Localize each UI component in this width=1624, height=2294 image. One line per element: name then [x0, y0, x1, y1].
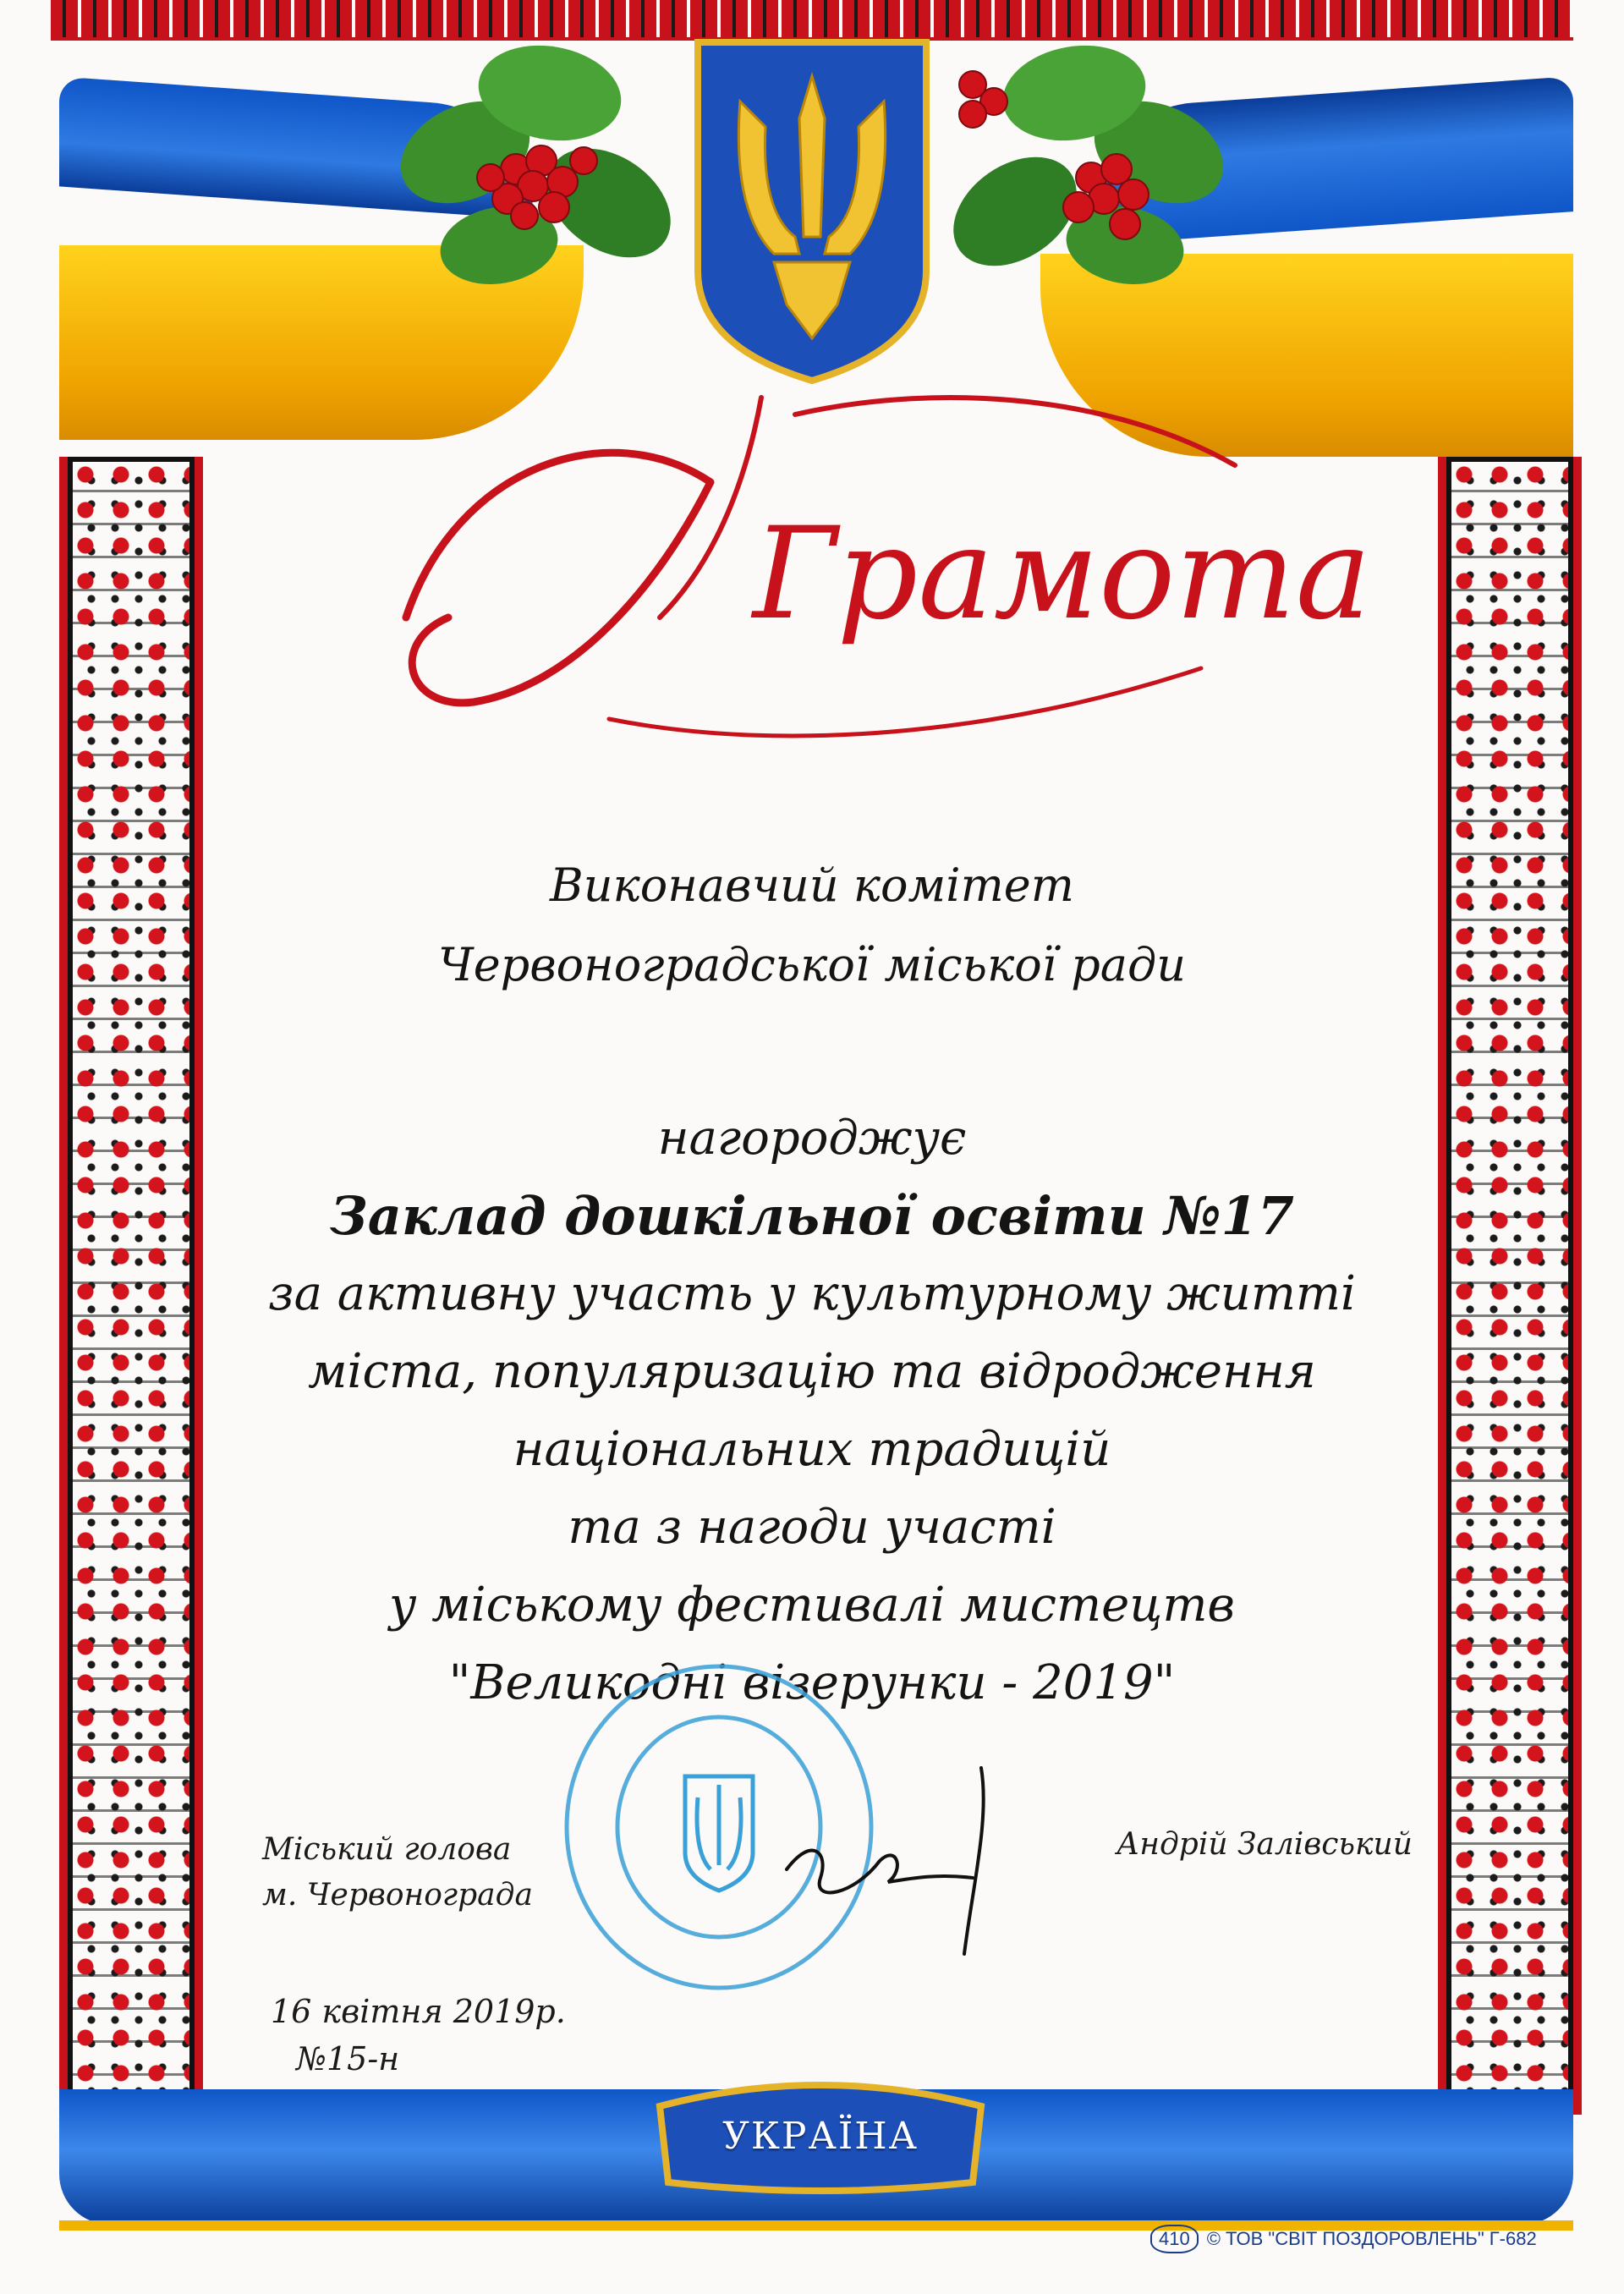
document-number: №15-н [296, 2040, 400, 2077]
reason-line-1: за активну участь у культурному житті [268, 1266, 1356, 1321]
publisher-badge: 410 [1150, 2225, 1199, 2253]
issuer-line-2: Червоноградської міської ради [437, 938, 1187, 991]
embroidery-right-border [1438, 457, 1582, 2115]
document-date: 16 квітня 2019р. [271, 1993, 566, 2030]
reason-line-3: національних традицій [513, 1422, 1111, 1477]
signature [778, 1734, 998, 1971]
award-text-block [254, 1100, 1370, 1722]
ukraine-banner [643, 2072, 998, 2199]
certificate-title [355, 364, 1372, 761]
reason-line-4: та з нагоди участі [568, 1500, 1056, 1555]
publisher-text: © ТОВ "СВІТ ПОЗДОРОВЛЕНЬ" Г-682 [1206, 2228, 1537, 2249]
viburnum-left-decoration [398, 34, 702, 313]
reason-line-2: міста, популяризацію та відродження [308, 1344, 1316, 1399]
publisher-imprint [1150, 2225, 1537, 2253]
recipient-name: Заклад дошкільної освіти №17 [330, 1185, 1294, 1247]
issuer-block [254, 846, 1370, 1005]
ukraine-banner-text: УКРАЇНА [722, 2114, 919, 2158]
document-date-block [271, 1988, 566, 2083]
issuer-line-1: Виконавчий комітет [550, 859, 1074, 912]
signatory-position-line-2: м. Червонограда [262, 1878, 533, 1913]
viburnum-right-decoration [922, 34, 1226, 313]
reason-line-5: у міському фестивалі мистецтв [388, 1578, 1236, 1633]
certificate-title-text: Грамота [753, 501, 1372, 648]
reason-line-6: "Великодні візерунки - 2019" [448, 1655, 1176, 1710]
awards-verb: нагороджує [657, 1111, 967, 1166]
signatory-position-line-1: Міський голова [262, 1832, 512, 1867]
embroidery-left-border [59, 457, 203, 2115]
trident-coat-of-arms-icon [681, 25, 943, 389]
signatory-name: Андрій Залівський [1116, 1827, 1413, 1862]
signatory-position [262, 1827, 533, 1918]
